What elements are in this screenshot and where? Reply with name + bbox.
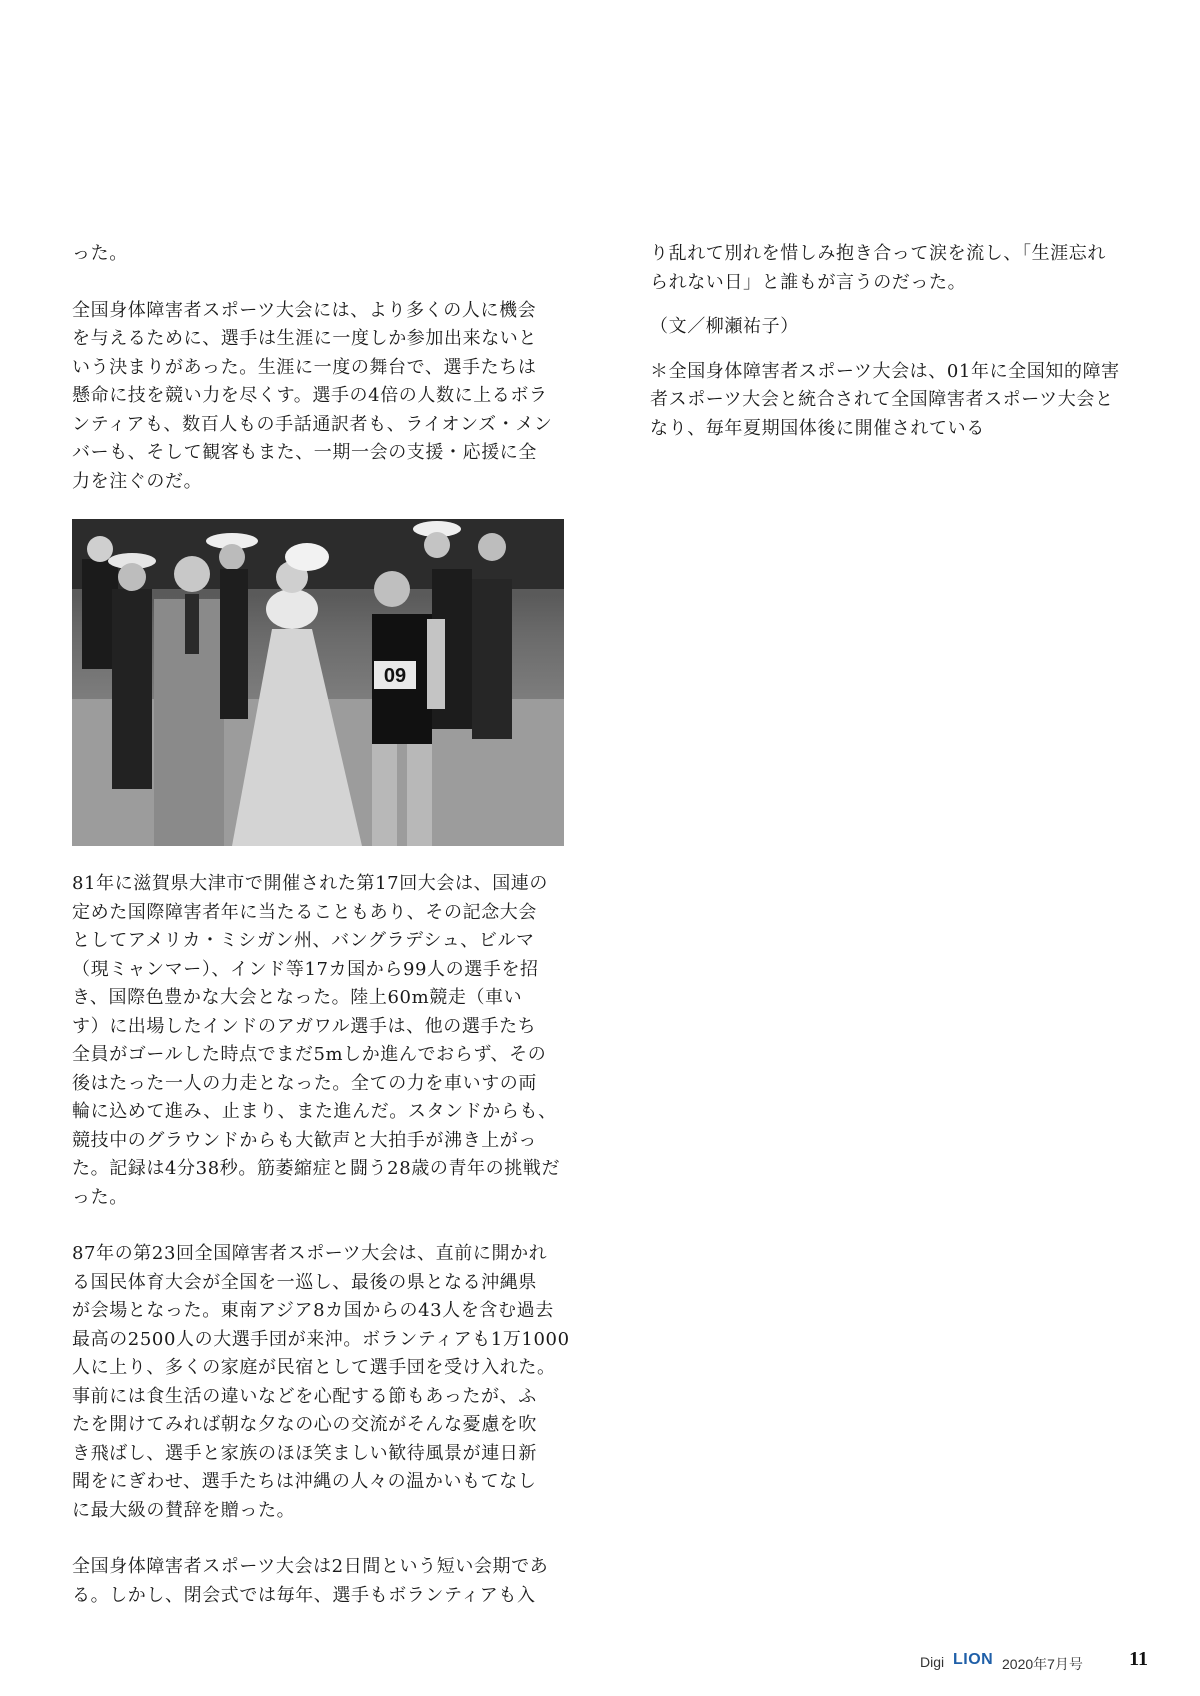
paragraph-once-in-lifetime: 全国身体障害者スポーツ大会には、より多くの人に機会 を与えるために、選手は生涯に一度しか参加出来ないと いう決まりがあった。生涯に一度の舞台で、選手たちは 懸命に技を競い力を尽くす。選手の4倍の人数に上るボラ ンティアも、数百人もの手話通訳者も、ライオンズ・メン バーも、そして観客もまた、一期一会の支援・応援に全 力を注ぐのだ。 [72,299,553,492]
magazine-prefix: Digi [920,1654,945,1670]
page-footer [920,1650,1150,1674]
paragraph-opening: った。 [72,243,128,264]
author-credit: （文／柳瀬祐子） [650,316,799,337]
magazine-name: LION [953,1651,994,1668]
issue-date: 2020年7月号 [1002,1656,1083,1672]
paragraph-1981-games: 81年に滋賀県大津市で開催された第17回大会は、国連の 定めた国際障害者年に当たることもあり、その記念大会 としてアメリカ・ミシガン州、バングラデシュ、ビルマ （現ミャンマー）、インド等17カ国から99人の選手を招 き、国際色豊かな大会となった。陸上60m競走（車い す）に出場したインドのアガワル選手は、他の選手たち 全員がゴールした時点でまだ5mしか進んでおらず、その 後はたった一人の力走となった。全ての力を車いすの両 輪に込めて進み、止まり、また進んだ。スタンドからも、 競技中のグラウンドからも大歓声と大拍手が沸き上がっ た。記録は4分38秒。筋萎縮症と闘う28歳の青年の挑戦だ った。 [72,873,561,1208]
paragraph-closing-ceremony: 全国身体障害者スポーツ大会は2日間という短い会期であ る。しかし、閉会式では毎年、選手もボランティアも入 [72,1556,549,1606]
paragraph-farewell: り乱れて別れを惜しみ抱き合って涙を流し、「生涯忘れ られない日」と誰もが言うのだった。 [650,243,1106,293]
left-column [72,240,572,1610]
footnote: ＊全国身体障害者スポーツ大会は、01年に全国知的障害 者スポーツ大会と統合されて全国障害者スポーツ大会と なり、毎年夏期国体後に開催されている [650,360,1120,439]
paragraph-1987-games: 87年の第23回全国障害者スポーツ大会は、直前に開かれ る国民体育大会が全国を一巡し、最後の県となる沖縄県 が会場となった。東南アジア8カ国からの43人を含む過去 最高の2500人の大選手団が来沖。ボランティアも1万1000 人に上り、多くの家庭が民宿として選手団を受け入れた。 事前には食生活の違いなどを心配する節もあったが、ふ たを開けてみれば朝な夕なの心の交流がそんな憂慮を吹 き飛ばし、選手と家族のほほ笑ましい歓待風景が連日新 聞をにぎわせ、選手たちは沖縄の人々の温かいもてなし に最大級の賛辞を贈った。 [72,1243,570,1521]
event-photo-image [72,519,564,846]
bib-number: 09 [383,665,407,687]
right-column [650,240,1150,443]
event-photo [72,519,564,846]
page-number: 11 [1129,1648,1148,1670]
